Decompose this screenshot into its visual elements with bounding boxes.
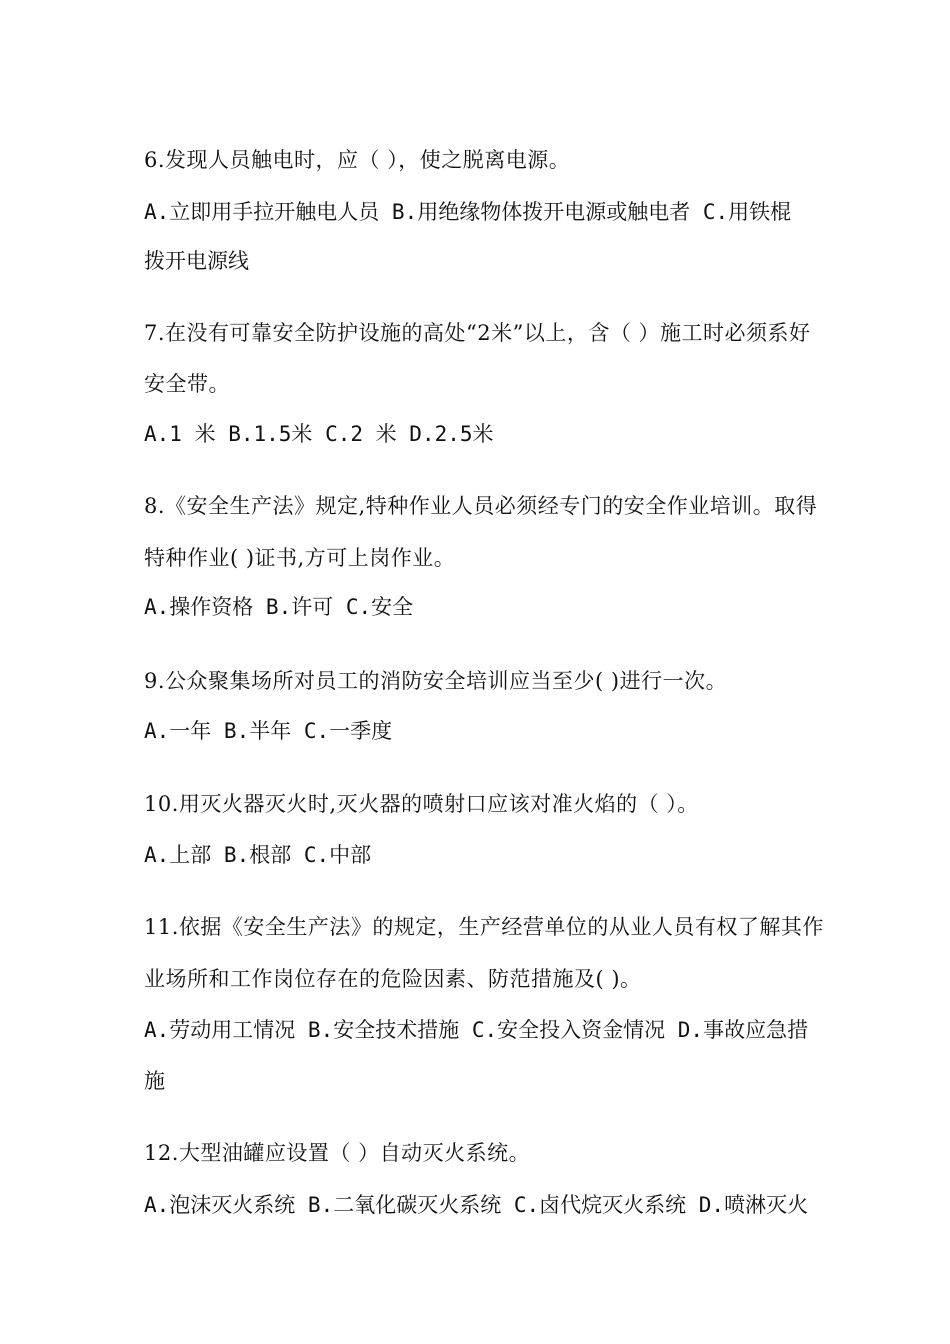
question-11-options-line-1: A.劳动用工情况 B.安全技术措施 C.安全投入资金情况 D.事故应急措 (144, 1018, 809, 1042)
question-10-options-line-1: A.上部 B.根部 C.中部 (144, 843, 372, 867)
question-11-stem-line-2: 业场所和工作岗位存在的危险因素、防范措施及( )。 (144, 967, 642, 991)
question-12-stem-line-1: 12.大型油罐应设置（ ）自动灭火系统。 (144, 1141, 531, 1165)
question-6-stem-line-1: 6.发现人员触电时，应（ ），使之脱离电源。 (144, 148, 571, 172)
question-8-options-line-1: A.操作资格 B.许可 C.安全 (144, 595, 414, 619)
question-9-stem-line-1: 9.公众聚集场所对员工的消防安全培训应当至少( )进行一次。 (144, 669, 728, 693)
question-8-stem-line-1: 8.《安全生产法》规定,特种作业人员必须经专门的安全作业培训。取得 (144, 494, 818, 518)
question-9-options-line-1: A.一年 B.半年 C.一季度 (144, 719, 393, 743)
question-12-options-line-1: A.泡沫灭火系统 B.二氧化碳灭火系统 C.卤代烷灭火系统 D.喷淋灭火 (144, 1193, 809, 1217)
question-10-stem-line-1: 10.用灭火器灭火时,灭火器的喷射口应该对准火焰的（ ）。 (144, 792, 699, 816)
question-6-options-line-1: A.立即用手拉开触电人员 B.用绝缘物体拨开电源或触电者 C.用铁棍 (144, 200, 792, 224)
question-7-stem-line-1: 7.在没有可靠安全防护设施的高处“2米”以上，含（ ）施工时必须系好 (144, 321, 811, 345)
question-7-options-line-1: A.1 米 B.1.5米 C.2 米 D.2.5米 (144, 422, 494, 446)
question-11-stem-line-1: 11.依据《安全生产法》的规定，生产经营单位的从业人员有权了解其作 (144, 915, 824, 939)
question-8-stem-line-2: 特种作业( )证书,方可上岗作业。 (144, 546, 456, 570)
question-6-options-line-2: 拨开电源线 (144, 249, 249, 273)
question-7-stem-line-2: 安全带。 (144, 372, 230, 396)
question-11-options-line-2: 施 (144, 1069, 165, 1093)
